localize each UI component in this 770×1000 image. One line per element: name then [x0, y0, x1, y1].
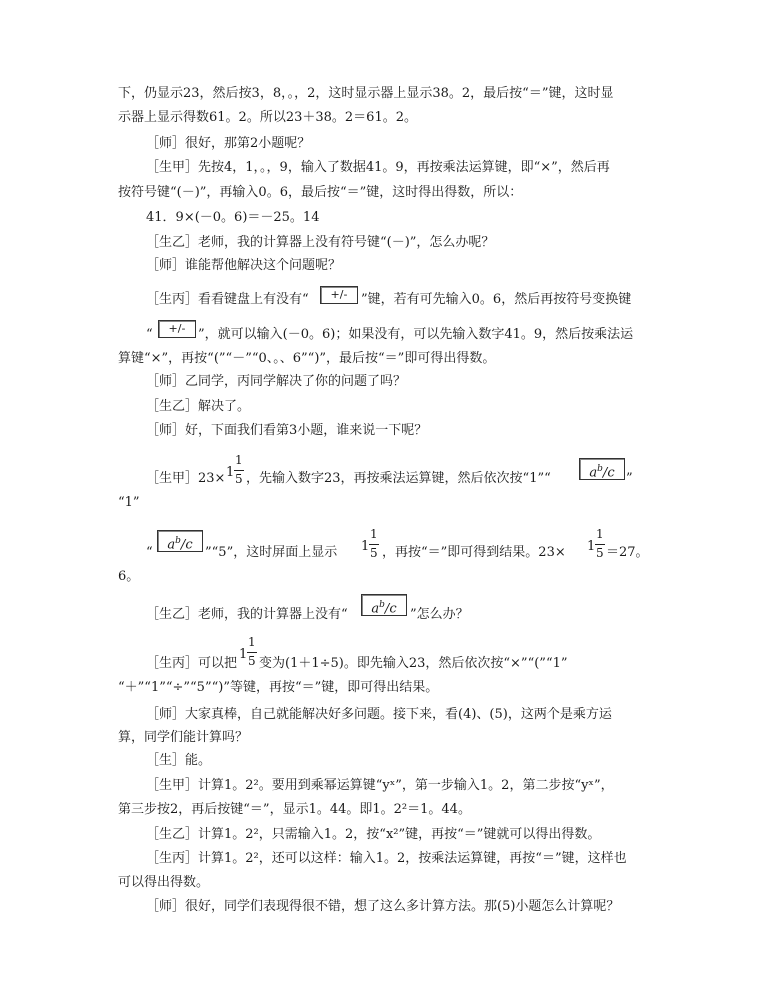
mixed-fraction [361, 527, 381, 567]
text-line: ［生甲］计算1。2²。要用到乘幂运算键“yˣ”，第一步输入1。2，第二步按“yˣ”， [146, 778, 614, 793]
text-line: 算，同学们能计算吗？ [118, 730, 249, 745]
text-line: ［生乙］计算1。2²，只需输入1。2，按“x²”键，再按“＝”键就可以得出得数。 [146, 827, 601, 842]
plus-minus-key-icon: +/- [158, 320, 196, 338]
text-line: ［师］很好，同学们表现得很不错，想了这么多计算方法。那(5)小题怎么计算呢？ [146, 899, 620, 914]
fraction-numerator: 1 [235, 453, 243, 467]
text-line: ［生乙］解决了。 [146, 399, 251, 414]
fraction-numerator: 1 [370, 527, 378, 541]
text-line: ”怎么办？ [410, 607, 469, 622]
text-line: 示器上显示得数61。2。所以23＋38。2＝61。2。 [118, 110, 417, 125]
text-line: 变为(1＋1÷5)。即先输入23，然后依次按“×”“(”“1” [259, 656, 568, 671]
fraction-denominator: 5 [248, 654, 256, 668]
text-line: ［生丙］计算1。2²，还可以这样：输入1。2，按乘法运算键，再按“＝”键，这样也 [146, 851, 627, 866]
text-line: ［生］能。 [146, 753, 212, 768]
fraction-whole: 1 [587, 539, 596, 554]
fraction-numerator: 1 [596, 527, 604, 541]
fraction-whole: 1 [361, 539, 370, 554]
text-line: ［生丙］可以把 [146, 656, 238, 671]
mixed-fraction [226, 453, 246, 493]
text-line: ［师］好，下面我们看第3小题，谁来说一下呢？ [146, 423, 428, 438]
fraction-whole: 1 [226, 465, 235, 480]
text-line: “ [146, 327, 153, 342]
text-line: “ [146, 545, 153, 560]
text-line: ［师］谁能帮他解决这个问题呢？ [146, 258, 342, 273]
text-line: ［生甲］先按4，1，。，9，输入了数据41。9，再按乘法运算键，即“×”，然后再 [146, 160, 610, 175]
text-line: ”键，若有可先输入0。6，然后再按符号变换键 [361, 292, 632, 307]
text-line: ，再按“＝”即可得到结果。23× [382, 545, 566, 560]
fraction-bar [595, 544, 605, 545]
text-line: 第三步按2，再后按键“＝”，显示1。44。即1。2²＝1。44。 [118, 802, 471, 817]
text-line: ［师］大家真棒，自己就能解决好多问题。接下来，看(4)、(5)，这两个是乘方运 [146, 707, 612, 722]
text-line: 6。 [118, 569, 140, 584]
fraction-key-icon: $a^b/c$ [361, 594, 407, 616]
plus-minus-key-icon: +/- [320, 286, 358, 304]
text-line: ，先输入数字23，再按乘法运算键，然后依次按“1”“ [246, 471, 551, 486]
text-line: ”，就可以输入(－0。6)；如果没有，可以先输入数字41。9，然后按乘法运 [198, 327, 634, 342]
fraction-bar [247, 652, 257, 653]
text-line: ［生乙］老师，我的计算器上没有符号键“(－)”，怎么办呢？ [146, 235, 495, 250]
text-line: ［生丙］看看键盘上有没有“ [146, 292, 309, 307]
mixed-fraction [587, 527, 607, 567]
fraction-key-icon: $a^b/c$ [157, 530, 203, 552]
text-line: ” [626, 471, 633, 486]
text-line: ＝27。 [606, 545, 649, 560]
text-line: 算键“×”，再按“(”“－”“0、。、6”“)”，最后按“＝”即可得出得数。 [118, 351, 496, 366]
text-line: ［师］很好，那第2小题呢？ [146, 136, 311, 151]
text-line: 41．9×(－0。6)＝－25。14 [146, 210, 320, 225]
fraction-denominator: 5 [370, 546, 378, 560]
fraction-denominator: 5 [596, 546, 604, 560]
text-line: “＋”“1”“÷”“5”“)”等键，再按“＝”键，即可得出结果。 [118, 680, 439, 695]
fraction-bar [369, 544, 379, 545]
fraction-whole: 1 [239, 647, 248, 662]
fraction-numerator: 1 [248, 635, 256, 649]
fraction-denominator: 5 [235, 472, 243, 486]
text-line: 按符号键“(－)”，再输入0。6，最后按“＝”键，这时得出得数，所以： [118, 185, 523, 200]
fraction-bar [234, 470, 244, 471]
text-line: ［师］乙同学，丙同学解决了你的问题了吗？ [146, 374, 407, 389]
text-line: 下，仍显示23，然后按3，8，。，2，这时显示器上显示38。2，最后按“＝”键，这时显 [118, 86, 614, 101]
fraction-key-icon: $a^b/c$ [579, 458, 625, 480]
text-line: ”“5”，这时屏面上显示 [205, 545, 338, 560]
text-line: “1” [118, 495, 140, 510]
mixed-fraction [239, 635, 259, 675]
text-line: ［生甲］23× [146, 471, 226, 486]
text-line: 可以得出得数。 [118, 875, 210, 890]
text-line: ［生乙］老师，我的计算器上没有“ [146, 607, 348, 622]
